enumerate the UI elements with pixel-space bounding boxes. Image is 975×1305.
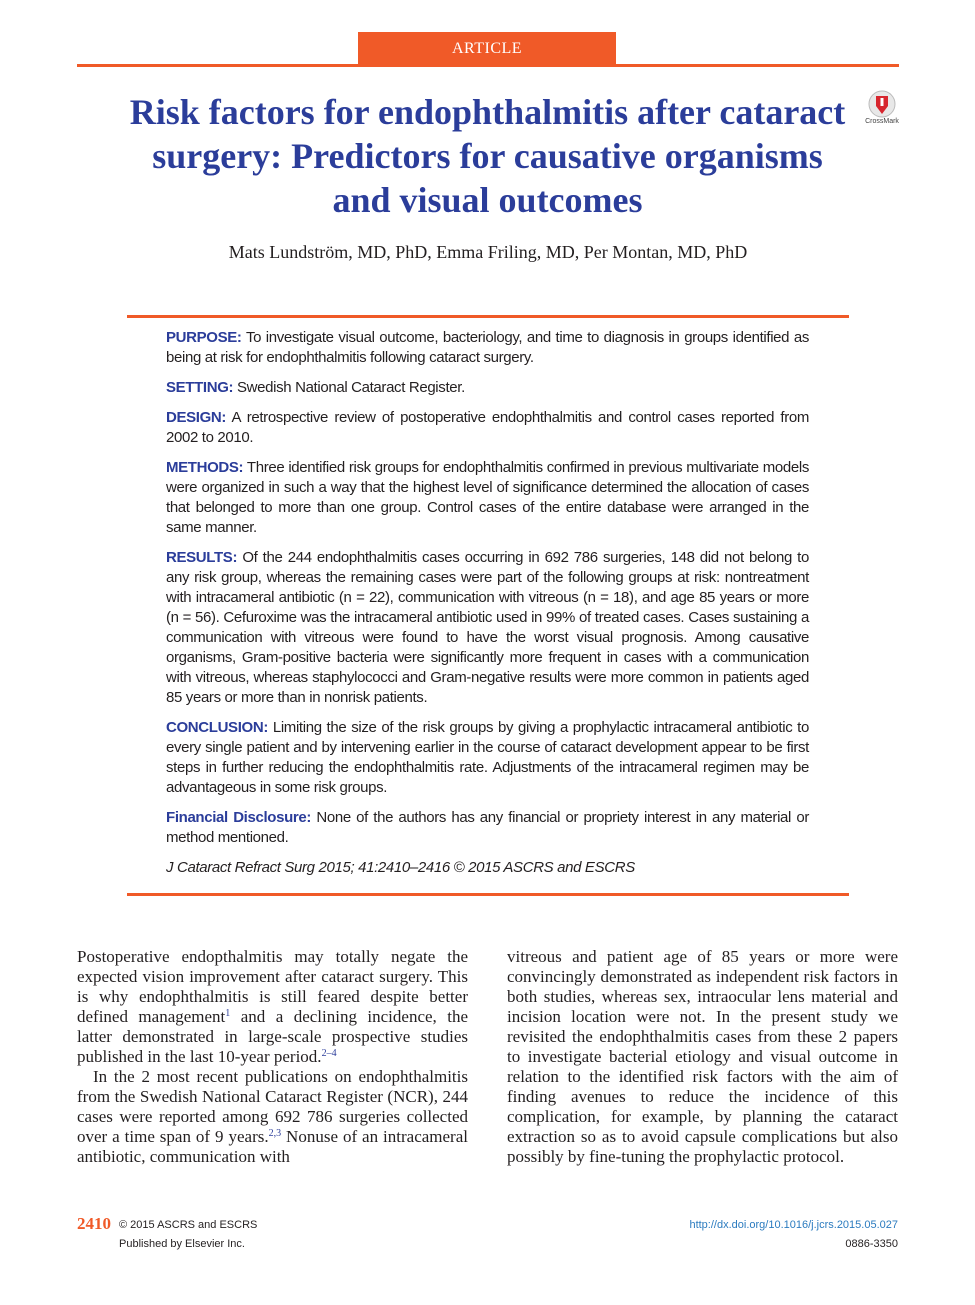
article-title: Risk factors for endophthalmitis after cataract surgery: Predictors for causative organisms and visual outcomes [129, 92, 846, 220]
reference-link[interactable]: 2,3 [268, 1128, 282, 1139]
issn: 0886-3350 [845, 1238, 898, 1250]
abstract [166, 328, 809, 888]
abstract-purpose [166, 328, 809, 368]
body-text: In the 2 most recent publications on endophthalmitis from the Swedish National Cataract Register (NCR), 244 cases were reported among 692 786 surgeries collected over a time span of 9 years. [77, 1067, 468, 1146]
page-number: 2410 [77, 1214, 111, 1233]
header-rule [77, 64, 899, 67]
footer-publisher: Published by Elsevier Inc. [119, 1238, 245, 1250]
design-label: DESIGN: [166, 409, 227, 426]
disclosure-label: Financial Disclosure: [166, 809, 312, 826]
abstract-top-rule [127, 315, 849, 318]
abstract-design [166, 408, 809, 448]
setting-label: SETTING: [166, 379, 234, 396]
design-text: A retrospective review of postoperative endophthalmitis and control cases reported from 2002 to 2010. [166, 409, 809, 446]
body-text: and a declining incidence, the latter demonstrated in large-scale prospective studies published in the last 10-year period. [77, 1007, 469, 1066]
footer-copyright: © 2015 ASCRS and ESCRS [119, 1219, 258, 1231]
conclusion-label: CONCLUSION: [166, 719, 268, 736]
disclosure-text: None of the authors has any financial or propriety interest in any material or method mentioned. [166, 809, 809, 846]
reference-link[interactable]: 2–4 [321, 1048, 337, 1059]
body-column-right [507, 947, 898, 1167]
doi-link[interactable]: http://dx.doi.org/10.1016/j.jcrs.2015.05.027 [689, 1219, 898, 1231]
article-type-tab [358, 32, 616, 66]
abstract-conclusion [166, 718, 809, 798]
abstract-disclosure [166, 808, 809, 848]
body-text: Postoperative endopthalmitis may totally negate the expected vision improvement after cataract surgery. This is why endophthalmitis is still feared despite better defined management [77, 947, 468, 1026]
article-type-label: ARTICLE [451, 40, 523, 57]
body-paragraph [77, 1067, 468, 1167]
body-text: Nonuse of an intracameral antibiotic, communication with [77, 1127, 468, 1166]
results-label: RESULTS: [166, 549, 238, 566]
author-list: Mats Lundström, MD, PhD, Emma Friling, MD, Per Montan, MD, PhD [228, 242, 748, 262]
results-text: Of the 244 endophthalmitis cases occurring in 692 786 surgeries, 148 did not belong to any risk group, whereas the remaining cases were part of the following groups at risk: nontreatment with intracameral antibiotic (n = 22), communication with vitreous (n = 18), and age 85 years or more (n = 56). Cefuroxime was the intracameral antibiotic used in 99% of treated cases. Cases sustaining a communication with vitreous were found to have the worst visual prognosis. Among causative organisms, Gram-positive bacteria were significantly more frequent in cases with a communication with vitreous, whereas staphylococci and Gram-negative results were more common in patients aged 85 years or more than in nonrisk patients. [166, 549, 809, 706]
reference-link[interactable]: 1 [225, 1008, 231, 1019]
body-column-left [77, 947, 468, 1167]
abstract-methods [166, 458, 809, 538]
abstract-results [166, 548, 809, 708]
methods-text: Three identified risk groups for endophthalmitis confirmed in previous multivariate models were organized in such a way that the highest level of significance determined the allocation of cases that belonged to more than one group. Control cases of the entire database were arranged in the same manner. [166, 459, 809, 536]
journal-citation: J Cataract Refract Surg 2015; 41:2410–2416 © 2015 ASCRS and ESCRS [166, 859, 635, 876]
abstract-bottom-rule [127, 893, 849, 896]
body-paragraph [77, 947, 468, 1067]
abstract-setting [166, 378, 809, 398]
conclusion-text: Limiting the size of the risk groups by giving a prophylactic intracameral antibiotic to every single patient and by intervening earlier in the course of cataract development appear to be first steps in further reducing the endophthalmitis rate. Adjustments of the intracameral regimen may be advantageous in some risk groups. [166, 719, 809, 796]
purpose-label: PURPOSE: [166, 329, 242, 346]
methods-label: METHODS: [166, 459, 244, 476]
setting-text: Swedish National Cataract Register. [233, 379, 465, 396]
purpose-text: To investigate visual outcome, bacteriology, and time to diagnosis in groups identified as being at risk for endophthalmitis following cataract surgery. [166, 329, 809, 366]
crossmark-label: CrossMark [865, 118, 899, 125]
body-paragraph: vitreous and patient age of 85 years or more were convincingly demonstrated as independent risk factors in both studies, whereas sex, intraocular lens material and incision location were not. In the present study we revisited the endophthalmitis cases from these 2 papers to investigate bacterial etiology and visual outcome in relation to the identified risk factors with the aim of finding avenues to reduce the incidence of this complication, for example, by planning the cataract extraction so as to avoid capsule complications but also possibly by fine-tuning the prophylactic protocol. [507, 947, 898, 1166]
